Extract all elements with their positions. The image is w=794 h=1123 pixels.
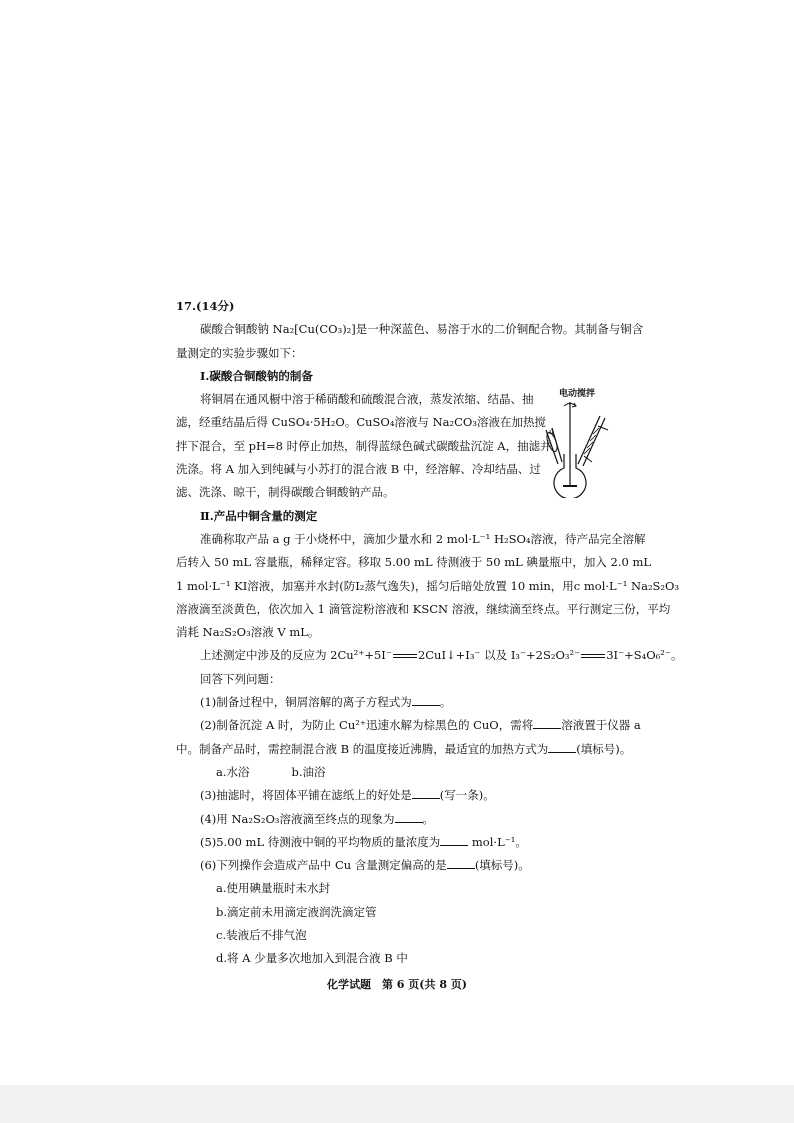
page-footer: 化学试题 第 6 页(共 8 页) — [326, 978, 468, 991]
section-1-line-4: 洗涤。将 A 加入到纯碱与小苏打的混合液 B 中，经溶解、冷却结晶、过 — [176, 462, 541, 477]
q1-end: 。 — [439, 695, 452, 710]
section-1-title: Ⅰ.碳酸合铜酸钠的制备 — [200, 368, 313, 383]
equals-sign — [581, 654, 605, 658]
q2-options — [176, 761, 631, 784]
reaction-2-right: 3I⁻+S₄O₆²⁻。 — [606, 648, 683, 663]
section-1-line-2: 滤，经重结晶后得 CuSO₄·5H₂O。CuSO₄溶液与 Na₂CO₃溶液在加热搅 — [176, 415, 546, 430]
answer-prompt: 回答下列问题： — [200, 671, 281, 686]
answer-blank[interactable] — [447, 858, 475, 869]
answer-blank[interactable] — [548, 742, 576, 753]
q5-text: (5)5.00 mL 待测液中铜的平均物质的量浓度为 — [200, 834, 441, 849]
q4 — [176, 808, 631, 831]
q3-end: (写一条)。 — [439, 788, 495, 803]
q2-line-2 — [176, 738, 631, 761]
q6-option-b: b.滴定前未用滴定液润洗滴定管 — [216, 904, 377, 919]
answer-blank[interactable] — [533, 718, 561, 729]
q2-text-3: 中。制备产品时，需控制混合液 B 的温度接近沸腾，最适宜的加热方式为 — [176, 741, 549, 756]
answer-blank[interactable] — [412, 695, 440, 706]
scan-bottom-strip — [0, 1085, 794, 1123]
reaction-prefix: 上述测定中涉及的反应为 — [200, 648, 327, 663]
q5-end: mol·L⁻¹。 — [471, 834, 527, 849]
q2-text-1: (2)制备沉淀 A 时，为防止 Cu²⁺迅速水解为棕黑色的 CuO，需将 — [200, 718, 534, 733]
reaction-join: 以及 — [484, 648, 508, 663]
section-1-line-3: 拌下混合，至 pH=8 时停止加热，制得蓝绿色碱式碳酸盐沉淀 A，抽滤并 — [176, 438, 552, 453]
section-2-title: Ⅱ.产品中铜含量的测定 — [200, 508, 318, 523]
section-2-line-5: 消耗 Na₂S₂O₃溶液 V mL。 — [176, 625, 320, 640]
tag-a: a — [549, 427, 554, 436]
reaction-1-left: 2Cu²⁺+5I⁻ — [330, 648, 392, 663]
q6-text: (6)下列操作会造成产品中 Cu 含量测定偏高的是 — [200, 858, 447, 873]
section-2-line-4: 溶液滴至淡黄色，依次加入 1 滴管淀粉溶液和 KSCN 溶液，继续滴至终点。平行测定三份，平均 — [176, 601, 671, 616]
q1-text: (1)制备过程中，铜屑溶解的离子方程式为 — [200, 695, 412, 710]
reaction-1-right: 2CuI↓+I₃⁻ — [417, 648, 481, 663]
reaction-2-left: I₃⁻+2S₂O₃²⁻ — [510, 648, 581, 663]
section-2-line-2: 后转入 50 mL 容量瓶，稀释定容。移取 5.00 mL 待测液于 50 mL 碘量瓶中，加入 2.0 mL — [176, 555, 652, 570]
q2-line-1 — [176, 714, 641, 737]
figure-label: 电动搅拌 — [558, 389, 595, 399]
apparatus-figure — [538, 386, 616, 498]
intro-line-1: 碳酸合铜酸钠 Na₂[Cu(CO₃)₂]是一种深蓝色、易溶于水的二价铜配合物。其制备与铜含 — [200, 322, 644, 337]
answer-blank[interactable] — [395, 812, 423, 823]
q4-text: (4)用 Na₂S₂O₃溶液滴至终点的现象为 — [200, 811, 395, 826]
q6-option-c: c.装液后不排气泡 — [216, 928, 307, 943]
section-2-line-1: 准确称取产品 a g 于小烧杯中，滴加少量水和 2 mol·L⁻¹ H₂SO₄溶液，待产品完全溶解 — [200, 531, 646, 546]
q6-option-d: d.将 A 少量多次地加入到混合液 B 中 — [216, 951, 408, 966]
intro-line-2: 量测定的实验步骤如下： — [176, 345, 303, 360]
q2-option-b: b.油浴 — [291, 764, 326, 779]
answer-blank[interactable] — [440, 835, 468, 846]
flask-apparatus-icon — [538, 386, 616, 498]
section-1-line-1: 将铜屑在通风橱中溶于稀硝酸和硫酸混合液，蒸发浓缩、结晶、抽 — [200, 392, 534, 407]
q6 — [176, 854, 631, 877]
q3 — [176, 784, 631, 807]
q5 — [176, 831, 631, 854]
equals-sign — [393, 654, 417, 658]
q1 — [176, 691, 631, 714]
question-header: 17.(14分) — [176, 299, 235, 313]
section-2-line-3: 1 mol·L⁻¹ KI溶液，加塞并水封(防I₂蒸气逸失)，摇匀后暗处放置 10 min，用c mol·L⁻¹ Na₂S₂O₃ — [176, 578, 680, 593]
q2-text-4: (填标号)。 — [576, 741, 632, 756]
q6-option-a: a.使用碘量瓶时未水封 — [216, 881, 331, 896]
q2-text-2: 溶液置于仪器 a — [561, 718, 641, 733]
q3-text: (3)抽滤时，将固体平铺在滤纸上的好处是 — [200, 788, 412, 803]
section-1-line-5: 滤、洗涤、晾干，制得碳酸合铜酸钠产品。 — [176, 485, 395, 500]
answer-blank[interactable] — [412, 788, 440, 799]
q2-option-a: a.水浴 — [216, 764, 250, 779]
q4-end: 。 — [422, 811, 434, 826]
q6-end: (填标号)。 — [474, 858, 530, 873]
reaction-line — [176, 644, 683, 667]
